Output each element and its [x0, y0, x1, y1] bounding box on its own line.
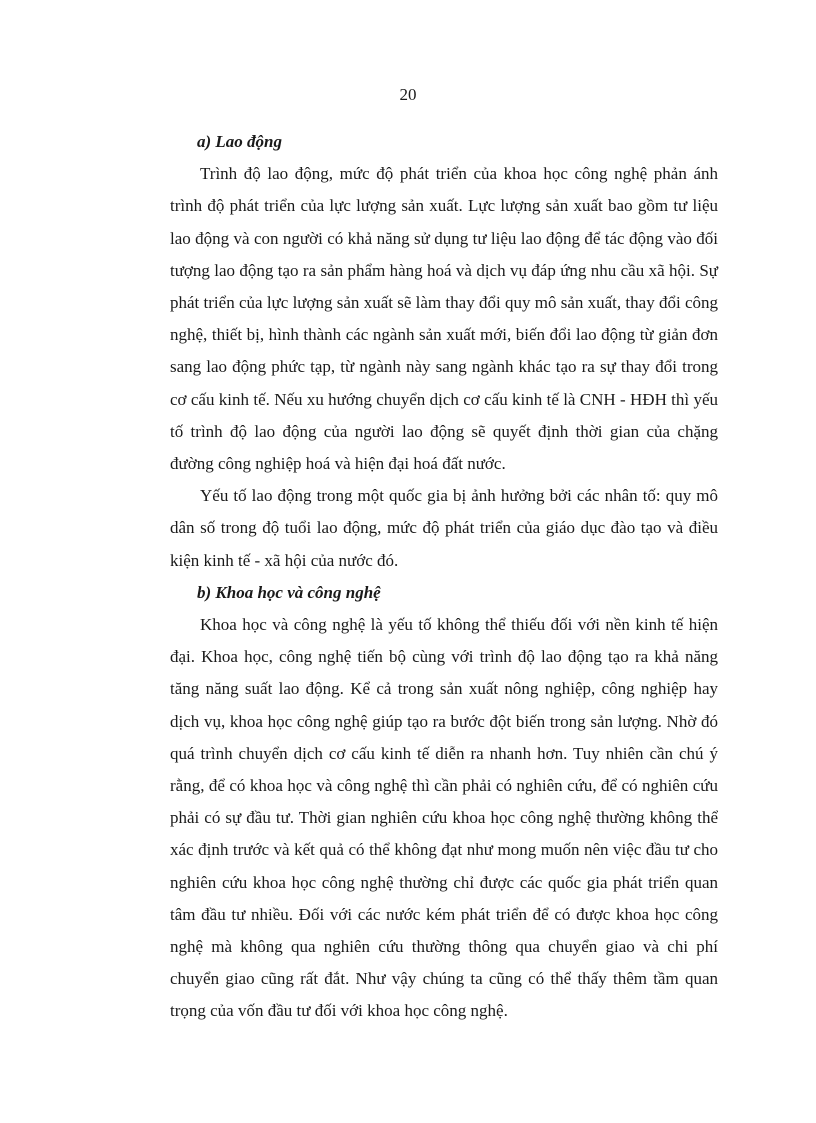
page-body	[170, 126, 718, 1028]
paragraph-labor-1: Trình độ lao động, mức độ phát triển của khoa học công nghệ phản ánh trình độ phát triển của lực lượng sản xuất. Lực lượng sản xuất bao gồm tư liệu lao động và con người có khả năng sử dụng tư liệu lao động để tác động vào đối tượng lao động tạo ra sản phẩm hàng hoá và dịch vụ đáp ứng nhu cầu xã hội. Sự phát triển của lực lượng sản xuất sẽ làm thay đổi quy mô sản xuất, thay đổi công nghệ, thiết bị, hình thành các ngành sản xuất mới, biến đổi lao động từ giản đơn sang lao động phức tạp, từ ngành này sang ngành khác tạo ra sự thay đổi trong cơ cấu kinh tế. Nếu xu hướng chuyển dịch cơ cấu kinh tế là CNH - HĐH thì yếu tố trình độ lao động của người lao động sẽ quyết định thời gian của chặng đường công nghiệp hoá và hiện đại hoá đất nước.	[170, 164, 718, 474]
paragraph-science-technology-1: Khoa học và công nghệ là yếu tố không thể thiếu đối với nền kinh tế hiện đại. Khoa học, công nghệ tiến bộ cùng với trình độ lao động tạo ra khả năng tăng năng suất lao động. Kể cả trong sản xuất nông nghiệp, công nghiệp hay dịch vụ, khoa học công nghệ giúp tạo ra bước đột biến trong sản lượng. Nhờ đó quá trình chuyển dịch cơ cấu kinh tế diễn ra nhanh hơn. Tuy nhiên cần chú ý rằng, để có khoa học và công nghệ thì cần phải có nghiên cứu, để có nghiên cứu phải có sự đầu tư. Thời gian nghiên cứu khoa học công nghệ thường không thể xác định trước và kết quả có thể không đạt như mong muốn nên việc đầu tư cho nghiên cứu khoa học công nghệ thường chỉ được các quốc gia phát triển quan tâm đầu tư nhiều. Đối với các nước kém phát triển để có được khoa học công nghệ mà không qua nghiên cứu thường thông qua chuyển giao và chi phí chuyển giao cũng rất đắt. Như vậy chúng ta cũng có thể thấy thêm tầm quan trọng của vốn đầu tư đối với khoa học công nghệ.	[170, 615, 718, 1021]
section-heading-science-technology: b) Khoa học và công nghệ	[197, 582, 381, 602]
paragraph-labor-2: Yếu tố lao động trong một quốc gia bị ảnh hưởng bởi các nhân tố: quy mô dân số trong độ tuổi lao động, mức độ phát triển của giáo dục đào tạo và điều kiện kinh tế - xã hội của nước đó.	[170, 486, 718, 570]
page-number: 20	[399, 85, 417, 104]
section-heading-labor: a) Lao động	[197, 132, 282, 151]
